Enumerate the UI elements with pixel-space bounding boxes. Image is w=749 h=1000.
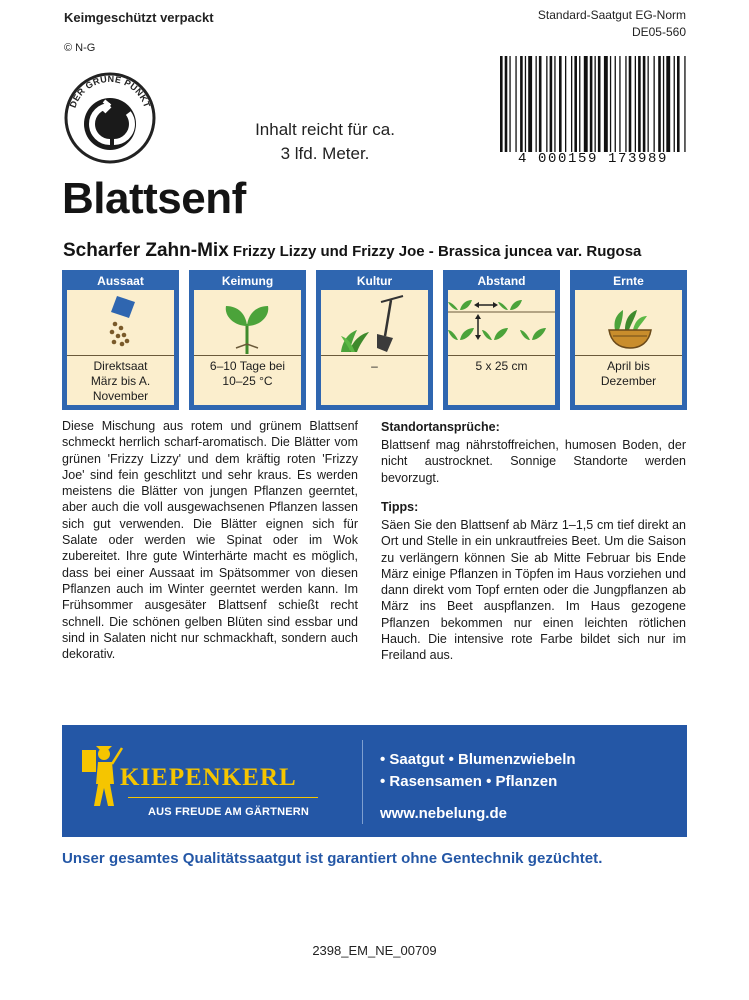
article-code: 2398_EM_NE_00709 xyxy=(312,943,437,958)
seed-standard-code: DE05-560 xyxy=(631,25,686,39)
spacing-icon xyxy=(448,292,555,354)
brand-underline xyxy=(128,797,318,798)
stage-keimung xyxy=(189,270,306,410)
stage-text: Direktsaat März bis A. November xyxy=(90,359,151,403)
green-dot-label: DER GRÜNE PUNKT xyxy=(67,73,153,110)
tips-heading: Tipps: xyxy=(381,500,419,514)
harvest-bowl-icon xyxy=(575,292,682,354)
brand-name: KIEPENKERL xyxy=(120,764,297,791)
stage-heading: Aussaat xyxy=(97,274,144,288)
product-range-line1: • Saatgut • Blumenzwiebeln xyxy=(380,751,576,768)
gmo-free-guarantee: Unser gesamtes Qualitätssaatgut ist garantiert ohne Gentechnik gezüchtet. xyxy=(62,850,603,867)
stage-heading: Kultur xyxy=(356,274,393,288)
spade-icon xyxy=(321,292,428,354)
barcode-number: 4 000159 173989 xyxy=(517,151,669,167)
product-range-line2: • Rasensamen • Pflanzen xyxy=(380,773,558,790)
stage-ernte xyxy=(570,270,687,410)
variety-names: Frizzy Lizzy und Frizzy Joe - Brassica juncea var. Rugosa xyxy=(228,243,642,260)
stage-text: – xyxy=(371,359,378,373)
website-link[interactable]: www.nebelung.de xyxy=(380,805,507,822)
tips-text: Säen Sie den Blattsenf ab März 1–1,5 cm tief direkt an Ort und Stelle in ein unkrautfreies Beet. Um die Saison zu verlängern können Sie ab Mitte Februar bis Ende März einige Pflanzen in Töpfen im Haus vorziehen und dann direkt vom Topf ernten oder die Jungpflanzen ab März ins Beet auspflanzen. Im Haus gezogene Pflanzen bekommen nur einen leichten rötlichen Hauch. Die intensive rote Farbe bildet sich nur im Freiland aus. xyxy=(381,518,686,663)
stage-heading: Ernte xyxy=(613,274,644,288)
stage-aussaat xyxy=(62,270,179,410)
copyright-note: © N-G xyxy=(64,42,96,54)
location-text: Blattsenf mag nährstoffreichen, humosen Boden, der nicht austrocknet. Sonnige Standorte werden bevorzugt. xyxy=(381,438,686,485)
sprout-icon xyxy=(194,292,301,354)
location-heading: Standortansprüche: xyxy=(381,420,500,434)
green-dot-logo xyxy=(64,72,156,164)
seed-standard: Standard-Saatgut EG-Norm xyxy=(537,8,686,22)
brand-slogan: AUS FREUDE AM GÄRTNERN xyxy=(148,806,310,818)
variety-mix-name: Scharfer Zahn-Mix xyxy=(63,240,229,261)
green-dot-icon xyxy=(64,72,156,164)
packaging-note: Keimgeschützt verpackt xyxy=(64,10,214,25)
product-title: Blattsenf xyxy=(62,174,246,223)
stage-text: 5 x 25 cm xyxy=(475,359,528,373)
stage-text: 6–10 Tage bei 10–25 °C xyxy=(209,359,286,388)
product-description: Diese Mischung aus rotem und grünem Blattsenf schmeckt herrlich scharf-aromatisch. Die Blätter vom grünen 'Frizzy Lizzy' und dem kräftig roten 'Frizzy Joe' sind fein geschlitzt und sehr kraus. Es werden meistens die Blätter von jungen Pflanzen geerntet, aber auch die voll ausgewachsenen Pflanzen lassen sich gut verwenden. Die Blätter eignen sich für Salate oder werden wie Spinat oder im Wok zubereitet. Ihre gute Winterhärte macht es möglich, dass bei einer Aussaat im Spätsommer von diesen Pflanzen auch im Winter geerntet werden kann. Im Frühsommer ausgesäter Blattsenf schießt recht schnell. Die schönen gelben Blüten sind essbar und sind in Salaten nicht nur schmackhaft, sondern auch dekorativ. xyxy=(62,419,358,662)
content-note: Inhalt reicht für ca. 3 lfd. Meter. xyxy=(255,120,395,163)
seed-packet-icon xyxy=(67,292,174,354)
banner-divider xyxy=(362,740,363,824)
stage-text: April bis Dezember xyxy=(600,359,657,388)
product-subtitle xyxy=(63,240,641,262)
barcode xyxy=(500,56,686,152)
stage-kultur xyxy=(316,270,433,410)
stage-heading: Abstand xyxy=(477,274,526,288)
stage-abstand xyxy=(443,270,560,410)
stage-heading: Keimung xyxy=(221,274,274,288)
